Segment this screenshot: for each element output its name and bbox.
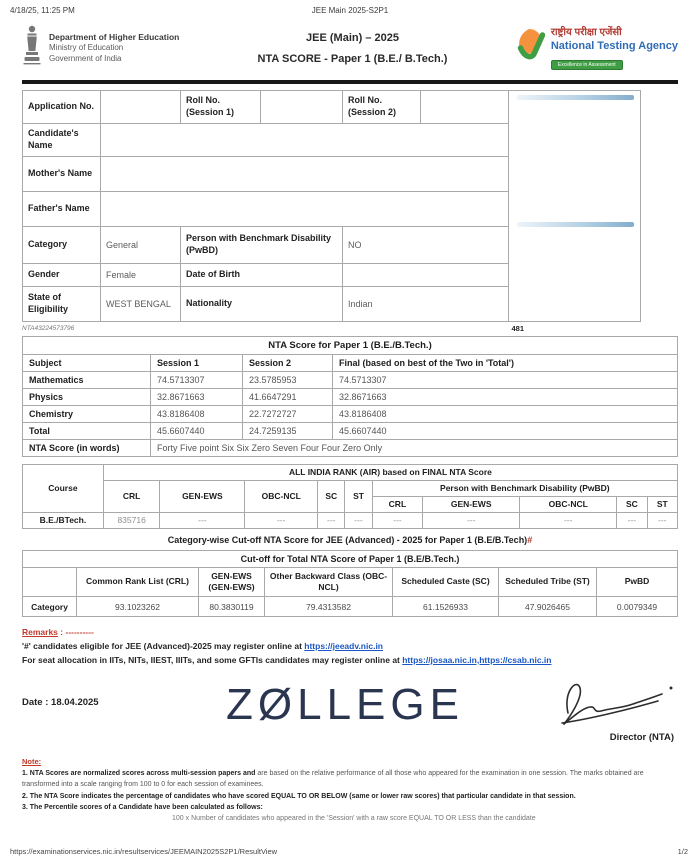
cutoff-caption-text: Category-wise Cut-off NTA Score for JEE (Advanced) - 2025 for Paper 1 (B.E/B.Tech)	[167, 534, 528, 545]
air-pwbd-col-sc: SC	[617, 496, 647, 512]
total-session2-score: 24.7259135	[243, 422, 333, 439]
air-pwbd-st-rank: ---	[647, 512, 677, 528]
notes-label: Note:	[22, 757, 42, 767]
government-logo-block	[22, 24, 227, 73]
label-roll-session2: Roll No. (Session 2)	[343, 90, 421, 123]
gov-dept-line: Department of Higher Education	[49, 31, 180, 42]
label-dob: Date of Birth	[181, 263, 343, 286]
director-signature-icon	[538, 714, 678, 731]
cutoff-blank-header	[23, 567, 77, 597]
value-roll-session1	[261, 90, 343, 123]
table-row	[23, 512, 678, 528]
signature-row	[22, 675, 678, 743]
table-row	[23, 550, 678, 567]
remarks-heading	[22, 626, 678, 640]
table-row	[23, 405, 678, 422]
chemistry-final-score: 43.8186408	[333, 405, 678, 422]
total-session1-score: 45.6607440	[151, 422, 243, 439]
cutoff-st-value: 47.9026465	[499, 597, 597, 617]
cutoff-col-gen-ews: GEN-EWS (GEN-EWS)	[199, 567, 265, 597]
josaa-csab-link[interactable]: https://josaa.nic.in,https://csab.nic.in	[402, 654, 552, 665]
air-col-gen-ews: GEN-EWS	[160, 480, 245, 512]
value-nationality: Indian	[343, 286, 509, 321]
math-session1-score: 74.5713307	[151, 371, 243, 388]
air-col-crl: CRL	[103, 480, 160, 512]
col-header-session2: Session 2	[243, 354, 333, 371]
air-course-header: Course	[23, 464, 104, 512]
title-score: NTA SCORE - Paper 1 (B.E./ B.Tech.)	[257, 52, 448, 65]
col-header-final: Final (based on best of the Two in 'Total')	[333, 354, 678, 371]
air-table-title: ALL INDIA RANK (AIR) based on FINAL NTA Score	[103, 464, 677, 480]
math-session2-score: 23.5785953	[243, 371, 333, 388]
air-course-value: B.E./BTech.	[23, 512, 104, 528]
zollege-watermark: ZØLLEGE	[226, 680, 464, 730]
cutoff-obc-ncl-value: 79.4313582	[265, 597, 393, 617]
air-pwbd-col-obc-ncl: OBC-NCL	[520, 496, 617, 512]
remark-2-text: For seat allocation in IITs, NITs, IIEST, IIITs, and some GFTIs candidates may register online at	[22, 654, 403, 665]
label-state: State of Eligibility	[23, 286, 101, 321]
label-category: Category	[23, 226, 101, 263]
note-line-4-formula: 100 x Number of candidates who appeared in the 'Session' with a raw score EQUAL TO OR LESS than the candidate	[172, 814, 536, 822]
cutoff-row-label: Category	[23, 597, 77, 617]
nta-tagline-badge: Excellence in Assessment	[551, 60, 623, 70]
value-father-name	[101, 191, 509, 226]
col-header-subject: Subject	[23, 354, 151, 371]
remarks-label: Remarks	[22, 627, 58, 638]
candidate-photo-area	[509, 90, 641, 321]
value-category: General	[101, 226, 181, 263]
remark-line-1	[22, 640, 678, 654]
director-title: Director (NTA)	[609, 732, 674, 744]
air-obc-ncl-rank: ---	[245, 512, 318, 528]
label-father-name: Father's Name	[23, 191, 101, 226]
footer-page-number: 1/2	[677, 847, 688, 856]
value-application-no	[101, 90, 181, 123]
air-pwbd-obc-ncl-rank: ---	[520, 512, 617, 528]
air-gen-ews-rank: ---	[160, 512, 245, 528]
physics-session2-score: 41.6647291	[243, 388, 333, 405]
document-title	[227, 28, 478, 70]
table-row	[23, 567, 678, 597]
cutoff-col-crl: Common Rank List (CRL)	[77, 567, 199, 597]
nta-logo-text	[551, 26, 678, 71]
director-signature-block	[503, 675, 678, 743]
ashoka-emblem-icon	[22, 24, 42, 73]
total-final-score: 45.6607440	[333, 422, 678, 439]
cutoff-col-st: Scheduled Tribe (ST)	[499, 567, 597, 597]
table-row	[23, 371, 678, 388]
document-content	[22, 90, 678, 825]
cutoff-col-pwbd: PwBD	[597, 567, 678, 597]
label-application-no: Application No.	[23, 90, 101, 123]
note-line-1	[22, 768, 678, 790]
air-pwbd-col-gen-ews: GEN-EWS	[423, 496, 520, 512]
table-row	[23, 422, 678, 439]
table-row	[23, 480, 678, 496]
value-score-in-words: Forty Five point Six Six Zero Seven Four Four Zero Only	[151, 439, 678, 456]
table-row	[23, 464, 678, 480]
cutoff-caption	[22, 535, 678, 545]
value-roll-session2	[421, 90, 509, 123]
physics-session1-score: 32.8671663	[151, 388, 243, 405]
cutoff-table-title: Cut-off for Total NTA Score of Paper 1 (B.E/B.Tech.)	[23, 550, 678, 567]
air-sc-rank: ---	[318, 512, 345, 528]
print-header	[10, 6, 690, 15]
jeeadv-link[interactable]: https://jeeadv.nic.in	[304, 641, 383, 652]
table-row	[23, 388, 678, 405]
cutoff-col-obc-ncl: Other Backward Class (OBC-NCL)	[265, 567, 393, 597]
remarks-dashes: : ----------	[60, 627, 94, 638]
label-pwbd: Person with Benchmark Disability (PwBD)	[181, 226, 343, 263]
cutoff-pwbd-value: 0.0079349	[597, 597, 678, 617]
value-state: WEST BENGAL	[101, 286, 181, 321]
remark-1-text: '#' candidates eligible for JEE (Advanced)-2025 may register online at	[22, 641, 305, 652]
nta-logo-block	[478, 26, 678, 71]
table-row	[23, 439, 678, 456]
table-row	[23, 336, 678, 354]
score-table-title: NTA Score for Paper 1 (B.E./B.Tech.)	[23, 336, 678, 354]
value-mother-name	[101, 156, 509, 191]
title-exam: JEE (Main) – 2025	[306, 31, 399, 44]
cutoff-caption-hash: #	[527, 534, 533, 545]
nta-english-name: National Testing Agency	[550, 39, 678, 52]
air-pwbd-gen-ews-rank: ---	[423, 512, 520, 528]
table-row	[23, 597, 678, 617]
subject-chemistry: Chemistry	[23, 405, 151, 422]
value-candidate-name	[101, 123, 509, 156]
subject-total: Total	[23, 422, 151, 439]
table-row	[23, 90, 641, 123]
air-col-obc-ncl: OBC-NCL	[245, 480, 318, 512]
air-st-rank: ---	[345, 512, 372, 528]
barcode-id: NTA43224573796	[22, 324, 75, 332]
nta-hindi-name: राष्ट्रीय परीक्षा एजेंसी	[550, 26, 622, 38]
chemistry-session1-score: 43.8186408	[151, 405, 243, 422]
air-col-st: ST	[345, 480, 372, 512]
label-mother-name: Mother's Name	[23, 156, 101, 191]
air-pwbd-sc-rank: ---	[617, 512, 647, 528]
all-india-rank-table	[22, 464, 678, 529]
print-doc-title: JEE Main 2025-S2P1	[311, 6, 389, 15]
result-date: Date : 18.04.2025	[22, 697, 99, 709]
math-final-score: 74.5713307	[333, 371, 678, 388]
subject-physics: Physics	[23, 388, 151, 405]
value-pwbd: NO	[343, 226, 509, 263]
header-divider	[22, 80, 678, 84]
note-1-bold: 1. NTA Scores are normalized scores across multi-session papers and	[22, 770, 256, 778]
air-crl-rank: 835716	[103, 512, 160, 528]
print-footer	[10, 847, 688, 856]
cutoff-table	[22, 550, 678, 618]
label-roll-session1: Roll No. (Session 1)	[181, 90, 261, 123]
remark-line-2	[22, 654, 678, 668]
cutoff-sc-value: 61.1526933	[393, 597, 499, 617]
print-datetime: 4/18/25, 11:25 PM	[10, 6, 75, 15]
gov-country-line: Government of India	[49, 54, 122, 64]
candidate-info-table	[22, 90, 641, 322]
table-row	[23, 354, 678, 371]
label-nationality: Nationality	[181, 286, 343, 321]
barcode-meta-line	[22, 324, 640, 333]
label-candidate-name: Candidate's Name	[23, 123, 101, 156]
notes-section	[22, 756, 678, 824]
cutoff-gen-ews-value: 80.3830119	[199, 597, 265, 617]
air-pwbd-crl-rank: ---	[372, 512, 423, 528]
subject-mathematics: Mathematics	[23, 371, 151, 388]
label-gender: Gender	[23, 263, 101, 286]
cutoff-crl-value: 93.1023262	[77, 597, 199, 617]
air-col-sc: SC	[318, 480, 345, 512]
air-pwbd-header: Person with Benchmark Disability (PwBD)	[372, 480, 677, 496]
nta-leaf-check-icon	[515, 28, 545, 69]
physics-final-score: 32.8671663	[333, 388, 678, 405]
note-line-2: 2. The NTA Score indicates the percentage of candidates who have scored EQUAL TO OR BELOW (same or lower raw scores) that particular candidate in that session.	[22, 792, 576, 800]
footer-url: https://examinationservices.nic.in/resultservices/JEEMAIN2025S2P1/ResultView	[10, 847, 278, 856]
government-logo-text	[49, 32, 179, 65]
redaction-smudge	[517, 95, 634, 100]
note-line-3: 3. The Percentile scores of a Candidate have been calculated as follows:	[22, 803, 263, 811]
nta-score-table	[22, 336, 678, 457]
page-serial: 481	[511, 323, 524, 333]
air-pwbd-col-st: ST	[647, 496, 677, 512]
label-score-in-words: NTA Score (in words)	[23, 439, 151, 456]
value-gender: Female	[101, 263, 181, 286]
air-pwbd-col-crl: CRL	[372, 496, 423, 512]
document-header	[22, 24, 678, 73]
gov-ministry-line: Ministry of Education	[49, 43, 124, 53]
chemistry-session2-score: 22.7272727	[243, 405, 333, 422]
value-dob	[343, 263, 509, 286]
col-header-session1: Session 1	[151, 354, 243, 371]
remarks-section	[22, 626, 678, 667]
redaction-smudge	[517, 222, 634, 227]
note-1-rest: are based on the relative performance of all those who appeared for the examination in one session. The marks obtained are transformed into a scale ranging from 100 to 0 for each session of examinees.	[22, 770, 644, 789]
cutoff-col-sc: Scheduled Caste (SC)	[393, 567, 499, 597]
